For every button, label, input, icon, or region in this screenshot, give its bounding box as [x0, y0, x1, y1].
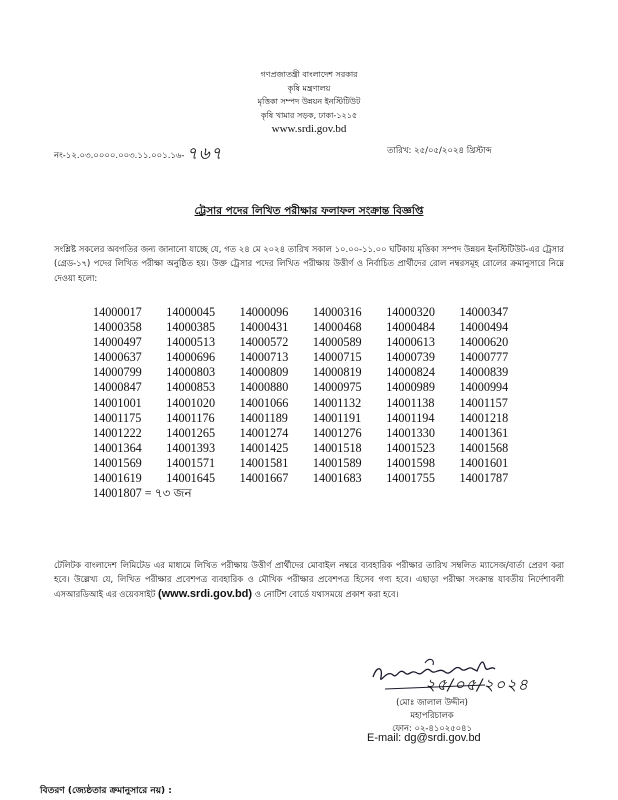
roll-number: 14001194	[386, 410, 435, 425]
roll-number: 14000839	[459, 365, 509, 380]
roll-number: 14001361	[459, 425, 509, 440]
roll-number: 14001787	[459, 471, 509, 486]
roll-number: 14000589	[312, 335, 362, 350]
roll-number: 14000637	[93, 350, 142, 365]
roll-number: 14000358	[93, 320, 142, 335]
roll-number: 14000853	[166, 380, 216, 395]
roll-number: 14000468	[312, 320, 362, 335]
roll-number: 14001518	[312, 440, 362, 455]
roll-number: 14000347	[459, 305, 509, 319]
roll-number: 14001265	[166, 425, 216, 440]
roll-number: 14000989	[386, 380, 435, 395]
roll-number: 14001589	[312, 455, 362, 470]
institute-address: কৃষি খামার সড়ক, ঢাকা-১২১৫	[260, 110, 358, 120]
roll-total: 14001807 = ৭৩ জন	[93, 486, 192, 501]
roll-number: 14000994	[459, 380, 509, 395]
roll-row	[93, 350, 533, 365]
roll-row	[93, 320, 533, 335]
roll-number: 14001276	[312, 425, 362, 440]
roll-number: 14001222	[93, 425, 142, 440]
signatory-phone: ফোন: ০২-৪১০২৫০৪১	[392, 723, 472, 733]
institute-website: www.srdi.gov.bd	[271, 123, 347, 135]
roll-number: 14000320	[386, 305, 435, 319]
roll-number: 14001568	[459, 440, 509, 455]
roll-number: 14000620	[459, 335, 509, 350]
roll-number: 14001393	[166, 440, 216, 455]
roll-number: 14001523	[386, 440, 435, 455]
roll-number: 14001189	[239, 410, 288, 425]
roll-row	[93, 380, 533, 395]
roll-row	[93, 305, 533, 320]
institute-name: মৃত্তিকা সম্পদ উন্নয়ন ইনস্টিটিউট	[257, 97, 361, 106]
roll-number: 14001425	[239, 440, 289, 455]
roll-number: 14001619	[93, 471, 142, 486]
website-reference: (www.srdi.gov.bd)	[157, 587, 253, 600]
roll-number: 14001755	[386, 471, 435, 486]
roll-number: 14001218	[459, 410, 509, 425]
roll-number: 14001569	[93, 455, 142, 470]
roll-number: 14000045	[166, 305, 216, 319]
roll-row	[93, 335, 533, 350]
instructions-text-1: টেলিটক বাংলাদেশ লিমিটেড এর মাধ্যমে লিখিত পরীক্ষায় উত্তীর্ণ প্রার্থীদের মোবাইল নম্বরে ব্যবহারিক পরীক্ষার তারিখ সম্বলিত ম্যাসেজ/বার্তা প্রেরণ করা হবে। উল্লেখ্য যে, লিখিত পরীক্ষার প্রবেশপত্র ব্যবহারিক ও মৌখিক পরীক্ষার প্রবেশপত্র হিসেব গণ্য হবে। এছাড়া পরীক্ষা সংক্রান্ত যাবতীয় নির্দেশাবলী এসআরডিআই এর ওয়েবসাইট	[54, 560, 564, 599]
issue-date: তারিখ: ২৫/০৫/২০২৪ খ্রিস্টাব্দ	[387, 146, 492, 156]
roll-number: 14001667	[239, 471, 289, 486]
roll-number: 14000017	[93, 305, 142, 319]
signatory-designation: মহাপরিচালক	[410, 710, 454, 720]
roll-number: 14001020	[166, 395, 216, 410]
roll-number: 14001157	[459, 395, 508, 410]
instructions-text-2: ও নোটিশ বোর্ডে যথাসময়ে প্রকাশ করা হবে।	[252, 588, 399, 599]
roll-number: 14000484	[386, 320, 435, 335]
distribution-heading: বিতরণ (জ্যেষ্ঠতার ক্রমানুসারে নয়) :	[40, 786, 172, 796]
signature-date: ২৫/০৫/২০২৪	[425, 675, 529, 694]
roll-row	[93, 456, 533, 471]
roll-number: 14000316	[312, 305, 362, 319]
roll-number: 14001132	[312, 395, 362, 410]
roll-number: 14000096	[239, 305, 289, 319]
roll-number: 14001364	[93, 440, 142, 455]
roll-row	[93, 441, 533, 456]
roll-number: 14000799	[93, 365, 142, 380]
roll-number: 14000824	[386, 365, 435, 380]
roll-number: 14000847	[93, 380, 142, 395]
roll-number: 14001571	[166, 455, 216, 470]
roll-number: 14001330	[386, 425, 435, 440]
roll-number: 14000497	[93, 335, 142, 350]
roll-number: 14000777	[459, 350, 509, 365]
roll-number: 14001274	[239, 425, 289, 440]
intro-paragraph: সংশ্লিষ্ট সকলের অবগতির জন্য জানানো যাচ্ছে যে, গত ২৪ মে ২০২৪ তারিখ সকাল ১০.০০-১১.০০ ঘটিকায় মৃত্তিকা সম্পদ উন্নয়ন ইনস্টিটিউট-এর ট্রেসার (গ্রেড-১৭) পদের লিখিত পরীক্ষা অনুষ্ঠিত হয়। উক্ত ট্রেসার পদের লিখিত পরীক্ষায় উত্তীর্ণ ও নির্বাচিত প্রার্থীদের রোল নম্বরসমূহ রোলের ক্রমানুসারে নিম্নে দেওয়া হলো:	[54, 244, 564, 283]
roll-number: 14000975	[312, 380, 362, 395]
roll-number: 14000613	[386, 335, 435, 350]
roll-number: 14001645	[166, 471, 216, 486]
instructions-paragraph	[54, 558, 564, 601]
roll-number: 14000715	[312, 350, 362, 365]
roll-number: 14000431	[239, 320, 289, 335]
roll-number: 14001175	[93, 410, 142, 425]
roll-number: 14000494	[459, 320, 509, 335]
roll-number: 14001001	[93, 395, 142, 410]
roll-number: 14000809	[239, 365, 289, 380]
roll-number: 14001191	[312, 410, 362, 425]
signatory-email: E-mail: dg@srdi.gov.bd	[367, 732, 481, 744]
roll-number: 14000819	[312, 365, 362, 380]
signatory-name: (মোঃ জালাল উদ্দীন)	[396, 697, 468, 707]
roll-number: 14000696	[166, 350, 216, 365]
roll-row	[93, 426, 533, 441]
notice-title-text: ট্রেসার পদের লিখিত পরীক্ষার ফলাফল সংক্রান্ত বিজ্ঞপ্তি	[194, 205, 424, 217]
roll-number: 14000880	[239, 380, 289, 395]
roll-number: 14000713	[239, 350, 289, 365]
memo-number-text: নং-১২.০৩.০০০০.০০৩.১১.০০১.১৬-	[54, 151, 185, 161]
roll-number: 14001176	[166, 410, 215, 425]
notice-title	[0, 204, 618, 221]
letterhead	[0, 68, 618, 136]
roll-number: 14000572	[239, 335, 289, 350]
ministry-name: কৃষি মন্ত্রণালয়	[287, 83, 331, 93]
roll-row	[93, 365, 533, 380]
roll-number: 14001601	[459, 455, 509, 470]
roll-number: 14000803	[166, 365, 216, 380]
roll-row	[93, 471, 533, 486]
government-name: গণপ্রজাতন্ত্রী বাংলাদেশ সরকার	[260, 70, 358, 79]
roll-number: 14000385	[166, 320, 216, 335]
roll-number-list	[93, 305, 533, 501]
roll-number: 14001138	[386, 395, 435, 410]
roll-number: 14001598	[386, 455, 435, 470]
roll-number: 14000513	[166, 335, 216, 350]
roll-row	[93, 396, 533, 411]
roll-number: 14001066	[239, 395, 289, 410]
roll-number: 14001683	[312, 471, 362, 486]
roll-number: 14000739	[386, 350, 435, 365]
roll-row	[93, 411, 533, 426]
memo-number	[54, 140, 223, 168]
memo-handwritten-number: ৭৬৭	[186, 144, 223, 164]
roll-number: 14001581	[239, 455, 289, 470]
